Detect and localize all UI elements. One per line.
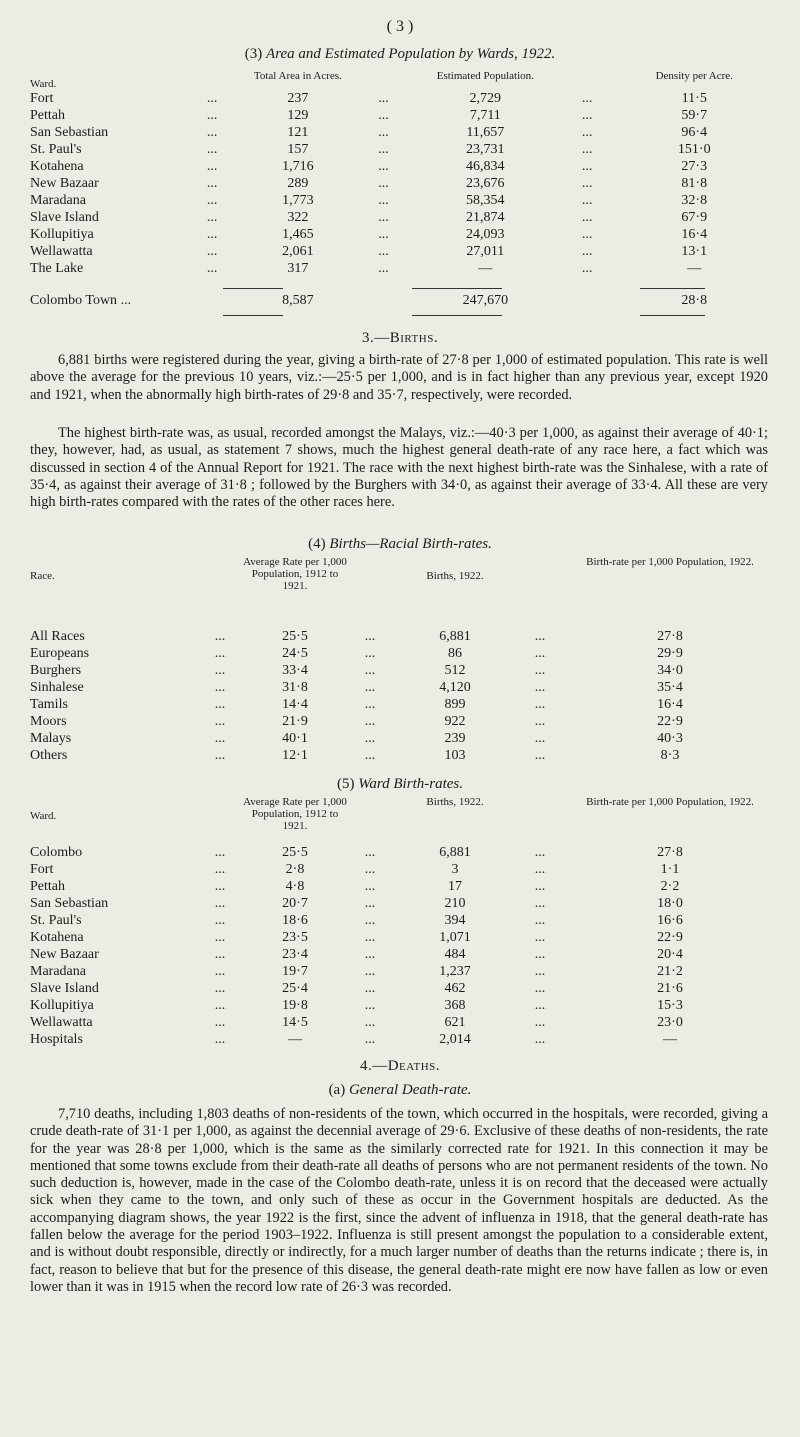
leader-dots: ...: [364, 629, 376, 644]
births-count: 899: [444, 697, 466, 712]
area-total-rule: [223, 288, 283, 289]
leader-dots: ...: [364, 714, 376, 729]
ward-density: 151·0: [677, 142, 711, 157]
births-count: 368: [444, 998, 466, 1013]
average-rate: 18·6: [282, 913, 308, 928]
leader-dots: ...: [364, 981, 376, 996]
births-paragraph-1: 6,881 births were registered during the year, giving a birth-rate of 27·8 per 1,000 of estimated population. This rate is well above the average for the previous 10 years, viz.:—25·5 per 1,000, and is in fact higher than any previous year, except 1920 and 1921, when the abnormally high birth-rates of 29·8 and 35·7, respectively, were recorded.: [30, 352, 768, 403]
leader-dots: ...: [534, 862, 546, 877]
leader-dots: ...: [581, 91, 593, 106]
leader-dots: ...: [364, 680, 376, 695]
deaths-section-title: 4.—Deaths.: [359, 1058, 441, 1074]
leader-dots: ...: [378, 210, 389, 225]
birth-rate: 22·9: [657, 714, 683, 729]
leader-dots: ...: [581, 108, 593, 123]
births-count: 239: [444, 731, 466, 746]
racial-table-heading: [0, 536, 800, 553]
leader-dots: ...: [364, 947, 376, 962]
leader-dots: ...: [378, 193, 389, 208]
ward-col-births: Births, 1922.: [426, 796, 484, 808]
ward-population: —: [478, 261, 493, 276]
leader-dots: ...: [214, 748, 226, 763]
table-row: [30, 912, 780, 929]
leader-dots: ...: [364, 930, 376, 945]
birth-rate: 21·6: [657, 981, 683, 996]
table-row: [30, 243, 780, 260]
ward-name: St. Paul's: [30, 142, 82, 157]
row-label: Others: [30, 748, 68, 763]
table-row: [30, 645, 780, 662]
leader-dots: ...: [378, 159, 389, 174]
leader-dots: ...: [581, 227, 593, 242]
leader-dots: ...: [364, 731, 376, 746]
leader-dots: ...: [206, 261, 218, 276]
birth-rate: 2·2: [660, 879, 680, 894]
births-count: 512: [444, 663, 466, 678]
average-rate: 33·4: [282, 663, 308, 678]
population-total-rule: [412, 288, 502, 289]
leader-dots: ...: [214, 998, 226, 1013]
leader-dots: ...: [364, 845, 376, 860]
area-heading-title: Area and Estimated Population by Wards, 1922.: [266, 46, 556, 62]
table-row: [30, 861, 780, 878]
ward-population: 27,011: [466, 244, 505, 259]
leader-dots: ...: [214, 714, 226, 729]
births-count: 4,120: [439, 680, 471, 695]
table-row: [30, 895, 780, 912]
average-rate: 19·8: [282, 998, 308, 1013]
total-area: 8,587: [282, 293, 314, 308]
leader-dots: ...: [364, 1032, 376, 1047]
births-count: 6,881: [439, 845, 471, 860]
row-label: Kotahena: [30, 930, 84, 945]
ward-heading-number: (5): [337, 776, 355, 792]
table-row: [30, 662, 780, 679]
birth-rate: 16·6: [657, 913, 683, 928]
average-rate: 24·5: [282, 646, 308, 661]
ward-population: 7,711: [469, 108, 501, 123]
ward-density: 96·4: [681, 125, 708, 140]
leader-dots: ...: [214, 981, 226, 996]
area-col-population: Estimated Population.: [436, 70, 534, 82]
average-rate: 14·4: [282, 697, 308, 712]
row-label: New Bazaar: [30, 947, 99, 962]
average-rate: 25·5: [282, 845, 308, 860]
ward-area: 1,716: [282, 159, 314, 174]
ward-table: [30, 796, 780, 1048]
leader-dots: ...: [378, 108, 389, 123]
ward-density: 11·5: [681, 91, 707, 106]
area-table: [30, 70, 780, 277]
leader-dots: ...: [378, 261, 389, 276]
table-row: [30, 107, 780, 124]
ward-col-ward: Ward.: [30, 810, 57, 822]
leader-dots: ...: [206, 176, 218, 191]
ward-name: Slave Island: [30, 210, 99, 225]
leader-dots: ...: [534, 731, 546, 746]
leader-dots: ...: [581, 244, 593, 259]
average-rate: 19·7: [282, 964, 308, 979]
ward-table-heading: [0, 776, 800, 793]
birth-rate: 21·2: [657, 964, 683, 979]
table-row: [30, 192, 780, 209]
leader-dots: ...: [214, 646, 226, 661]
ward-col-average: Average Rate per 1,000 Population, 1912 to 1921.: [243, 796, 347, 832]
ward-area: 322: [287, 210, 309, 225]
area-table-heading: [0, 46, 800, 63]
leader-dots: ...: [534, 981, 546, 996]
ward-name: New Bazaar: [30, 176, 99, 191]
ward-name: The Lake: [30, 261, 84, 276]
area-col-ward: Ward.: [30, 78, 57, 90]
page-number: ( 3 ): [386, 18, 414, 35]
leader-dots: ...: [206, 210, 218, 225]
leader-dots: ...: [534, 964, 546, 979]
ward-population: 23,731: [466, 142, 505, 157]
leader-dots: ...: [214, 680, 226, 695]
births-count: 2,014: [439, 1032, 471, 1047]
ward-population: 23,676: [466, 176, 505, 191]
table-row: [30, 963, 780, 980]
row-label: Kollupitiya: [30, 998, 94, 1013]
birth-rate: 34·0: [657, 663, 683, 678]
leader-dots: ...: [364, 896, 376, 911]
birth-rate: 23·0: [657, 1015, 683, 1030]
table-row: [30, 844, 780, 861]
birth-rate: 15·3: [657, 998, 683, 1013]
ward-col-rate: Birth-rate per 1,000 Population, 1922.: [586, 796, 754, 808]
table-row: [30, 713, 780, 730]
leader-dots: ...: [581, 193, 593, 208]
average-rate: 23·4: [282, 947, 308, 962]
leader-dots: ...: [214, 697, 226, 712]
deaths-subtitle: [0, 1082, 800, 1099]
ward-area: 317: [287, 261, 309, 276]
leader-dots: ...: [534, 680, 546, 695]
births-count: 3: [451, 862, 459, 877]
leader-dots: ...: [534, 879, 546, 894]
total-density: 28·8: [681, 293, 708, 308]
row-label: Malays: [30, 731, 72, 746]
leader-dots: ...: [534, 663, 546, 678]
racial-col-average: Average Rate per 1,000 Population, 1912 to 1921.: [243, 556, 347, 592]
row-label: Wellawatta: [30, 1015, 93, 1030]
ward-density: 81·8: [681, 176, 708, 191]
racial-table: [30, 556, 780, 764]
leader-dots: ...: [378, 91, 389, 106]
table-row: [30, 1031, 780, 1048]
leader-dots: ...: [214, 629, 226, 644]
row-label: Slave Island: [30, 981, 99, 996]
ward-area: 1,465: [282, 227, 314, 242]
leader-dots: ...: [581, 159, 593, 174]
racial-col-race: Race.: [30, 570, 55, 582]
ward-name: San Sebastian: [30, 125, 109, 140]
leader-dots: ...: [214, 731, 226, 746]
ward-name: Wellawatta: [30, 244, 93, 259]
birth-rate: 1·1: [660, 862, 680, 877]
table-row: [30, 929, 780, 946]
leader-dots: ...: [206, 91, 218, 106]
table-row: [30, 696, 780, 713]
ward-area: 121: [287, 125, 309, 140]
ward-population: 24,093: [466, 227, 505, 242]
ward-area: 1,773: [282, 193, 314, 208]
leader-dots: ...: [364, 663, 376, 678]
row-label: St. Paul's: [30, 913, 82, 928]
leader-dots: ...: [534, 697, 546, 712]
leader-dots: ...: [364, 913, 376, 928]
leader-dots: ...: [534, 913, 546, 928]
area-col-density: Density per Acre.: [655, 70, 733, 82]
leader-dots: ...: [534, 1032, 546, 1047]
row-label: Colombo: [30, 845, 83, 860]
table-row: [30, 158, 780, 175]
leader-dots: ...: [534, 947, 546, 962]
area-heading-number: (3): [244, 46, 263, 62]
births-count: 922: [444, 714, 466, 729]
average-rate: 25·4: [282, 981, 308, 996]
births-count: 621: [444, 1015, 466, 1030]
ward-density: 59·7: [681, 108, 708, 123]
ward-density: —: [687, 261, 702, 276]
average-rate: 25·5: [282, 629, 308, 644]
leader-dots: ...: [214, 845, 226, 860]
birth-rate: —: [663, 1032, 677, 1047]
leader-dots: ...: [534, 748, 546, 763]
leader-dots: ...: [581, 210, 593, 225]
table-row: [30, 124, 780, 141]
leader-dots: ...: [364, 1015, 376, 1030]
total-ward-label: Colombo Town ...: [30, 293, 132, 308]
average-rate: 31·8: [282, 680, 308, 695]
leader-dots: ...: [364, 697, 376, 712]
leader-dots: ...: [214, 896, 226, 911]
leader-dots: ...: [364, 748, 376, 763]
row-label: Pettah: [30, 879, 65, 894]
deaths-paragraph: 7,710 deaths, including 1,803 deaths of non-residents of the town, which occurred in the hospitals, were recorded, giving a crude death-rate of 31·1 per 1,000, as against the decennial average of 29·6. Exclusive of these deaths of non-residents, the rate for the year was 28·8 per 1,000, which is the same as the similarly corrected rate for 1921. In this connection it may be mentioned that some towns exclude from their death-rate all deaths of persons who are not permanent residents of the town. No such deduction is, however, made in the case of the Colombo death-rate, unless it is on record that the deceased were actually sick when they came to the town, and only such of these as occur in the Government hospitals are deducted. As the accompanying diagram shows, the year 1922 is the first, since the advent of influenza in 1918, that the general death-rate has fallen below the average for the period 1903–1922. Influenza is still present amongst the population to a considerable extent, and is without doubt responsible, directly or indirectly, for a much larger number of deaths than the returns indicate ; there is, in fact, reason to believe that but for the presence of this disease, the general death-rate might ere now have fallen as low or even lower than it was in 1915 when the record low rate of 26·3 was recorded.: [30, 1106, 768, 1295]
table-row: [30, 730, 780, 747]
births-count: 1,071: [439, 930, 471, 945]
leader-dots: ...: [206, 108, 218, 123]
leader-dots: ...: [206, 193, 218, 208]
density-total-underline: [640, 315, 705, 316]
leader-dots: ...: [206, 159, 218, 174]
leader-dots: ...: [206, 227, 218, 242]
area-total-underline: [223, 315, 283, 316]
births-count: 103: [444, 748, 466, 763]
leader-dots: ...: [581, 142, 593, 157]
leader-dots: ...: [534, 930, 546, 945]
birth-rate: 40·3: [657, 731, 683, 746]
birth-rate: 29·9: [657, 646, 683, 661]
table-row: [30, 980, 780, 997]
row-label: Hospitals: [30, 1032, 83, 1047]
ward-name: Kollupitiya: [30, 227, 94, 242]
leader-dots: ...: [534, 629, 546, 644]
births-count: 86: [448, 646, 462, 661]
table-row: [30, 997, 780, 1014]
births-count: 462: [444, 981, 466, 996]
leader-dots: ...: [214, 663, 226, 678]
row-label: Burghers: [30, 663, 82, 678]
table-row: [30, 946, 780, 963]
leader-dots: ...: [534, 896, 546, 911]
ward-area: 237: [287, 91, 309, 106]
average-rate: 12·1: [282, 748, 308, 763]
ward-density: 67·9: [681, 210, 708, 225]
row-label: Fort: [30, 862, 54, 877]
total-population: 247,670: [462, 293, 509, 308]
leader-dots: ...: [214, 862, 226, 877]
ward-name: Maradana: [30, 193, 86, 208]
row-label: All Races: [30, 629, 85, 644]
racial-heading-title: Births—Racial Birth-rates.: [329, 536, 492, 552]
ward-population: 2,729: [469, 91, 502, 106]
average-rate: —: [288, 1032, 302, 1047]
leader-dots: ...: [581, 176, 593, 191]
table-row: [30, 628, 780, 645]
births-count: 1,237: [439, 964, 471, 979]
leader-dots: ...: [364, 964, 376, 979]
leader-dots: ...: [378, 227, 389, 242]
leader-dots: ...: [214, 930, 226, 945]
average-rate: 21·9: [282, 714, 308, 729]
ward-density: 32·8: [681, 193, 708, 208]
table-row: [30, 747, 780, 764]
population-total-underline: [412, 315, 502, 316]
leader-dots: ...: [364, 862, 376, 877]
table-row: [30, 141, 780, 158]
table-row: [30, 226, 780, 243]
leader-dots: ...: [364, 646, 376, 661]
table-row: [30, 209, 780, 226]
leader-dots: ...: [206, 244, 218, 259]
ward-area: 157: [287, 142, 309, 157]
births-count: 17: [448, 879, 462, 894]
ward-population: 58,354: [466, 193, 505, 208]
births-count: 394: [444, 913, 466, 928]
racial-col-rate: Birth-rate per 1,000 Population, 1922.: [586, 556, 754, 568]
leader-dots: ...: [214, 1032, 226, 1047]
birth-rate: 18·0: [657, 896, 683, 911]
leader-dots: ...: [378, 176, 389, 191]
racial-heading-number: (4): [308, 536, 326, 552]
leader-dots: ...: [534, 845, 546, 860]
ward-name: Fort: [30, 91, 54, 106]
area-col-area: Total Area in Acres.: [253, 70, 342, 82]
leader-dots: ...: [214, 1015, 226, 1030]
average-rate: 23·5: [282, 930, 308, 945]
leader-dots: ...: [214, 964, 226, 979]
ward-area: 129: [287, 108, 309, 123]
average-rate: 40·1: [282, 731, 308, 746]
ward-name: Pettah: [30, 108, 65, 123]
leader-dots: ...: [206, 142, 218, 157]
births-count: 210: [444, 896, 466, 911]
density-total-rule: [640, 288, 705, 289]
leader-dots: ...: [378, 125, 389, 140]
row-label: Europeans: [30, 646, 90, 661]
births-count: 484: [444, 947, 466, 962]
leader-dots: ...: [378, 142, 389, 157]
area-total-row: [30, 292, 780, 309]
table-row: [30, 175, 780, 192]
leader-dots: ...: [534, 1015, 546, 1030]
row-label: Sinhalese: [30, 680, 84, 695]
birth-rate: 22·9: [657, 930, 683, 945]
row-label: Tamils: [30, 697, 68, 712]
ward-population: 21,874: [466, 210, 505, 225]
ward-population: 46,834: [466, 159, 505, 174]
leader-dots: ...: [206, 125, 218, 140]
ward-population: 11,657: [466, 125, 505, 140]
leader-dots: ...: [364, 879, 376, 894]
ward-area: 289: [287, 176, 309, 191]
row-label: Maradana: [30, 964, 86, 979]
leader-dots: ...: [364, 998, 376, 1013]
leader-dots: ...: [378, 244, 389, 259]
average-rate: 14·5: [282, 1015, 308, 1030]
ward-area: 2,061: [282, 244, 314, 259]
table-row: [30, 1014, 780, 1031]
births-paragraph-2: The highest birth-rate was, as usual, recorded amongst the Malays, viz.:—40·3 per 1,000, as against their average of 40·1; they, however, had, as usual, as statement 7 shows, much the highest general death-rate of any race here, a fact which was discussed in section 4 of the Annual Report for 1921. The race with the next highest birth-rate was the Sinhalese, with a rate of 35·4, as against their average of 31·8 ; followed by the Burghers with 34·0, as against their average of 33·4. All these are very high birth-rates compared with the rates of the other races here.: [30, 425, 768, 511]
row-label: San Sebastian: [30, 896, 109, 911]
birth-rate: 27·8: [657, 629, 683, 644]
ward-density: 16·4: [681, 227, 708, 242]
table-row: [30, 90, 780, 107]
ward-density: 27·3: [681, 159, 708, 174]
leader-dots: ...: [581, 125, 593, 140]
average-rate: 2·8: [285, 862, 305, 877]
leader-dots: ...: [534, 714, 546, 729]
birth-rate: 20·4: [657, 947, 683, 962]
average-rate: 4·8: [285, 879, 305, 894]
ward-heading-title: Ward Birth-rates.: [358, 776, 463, 792]
ward-name: Kotahena: [30, 159, 84, 174]
table-row: [30, 878, 780, 895]
table-row: [30, 260, 780, 277]
birth-rate: 16·4: [657, 697, 683, 712]
leader-dots: ...: [214, 947, 226, 962]
deaths-subtitle-label: (a): [328, 1082, 346, 1098]
birth-rate: 27·8: [657, 845, 683, 860]
ward-density: 13·1: [681, 244, 708, 259]
births-count: 6,881: [439, 629, 471, 644]
row-label: Moors: [30, 714, 67, 729]
table-row: [30, 679, 780, 696]
leader-dots: ...: [581, 261, 593, 276]
average-rate: 20·7: [282, 896, 308, 911]
leader-dots: ...: [214, 913, 226, 928]
birth-rate: 35·4: [657, 680, 683, 695]
deaths-subtitle-text: General Death-rate.: [348, 1082, 472, 1098]
birth-rate: 8·3: [660, 748, 680, 763]
births-section-title: 3.—Births.: [361, 330, 439, 346]
leader-dots: ...: [534, 998, 546, 1013]
leader-dots: ...: [534, 646, 546, 661]
leader-dots: ...: [214, 879, 226, 894]
racial-col-births: Births, 1922.: [426, 570, 484, 582]
